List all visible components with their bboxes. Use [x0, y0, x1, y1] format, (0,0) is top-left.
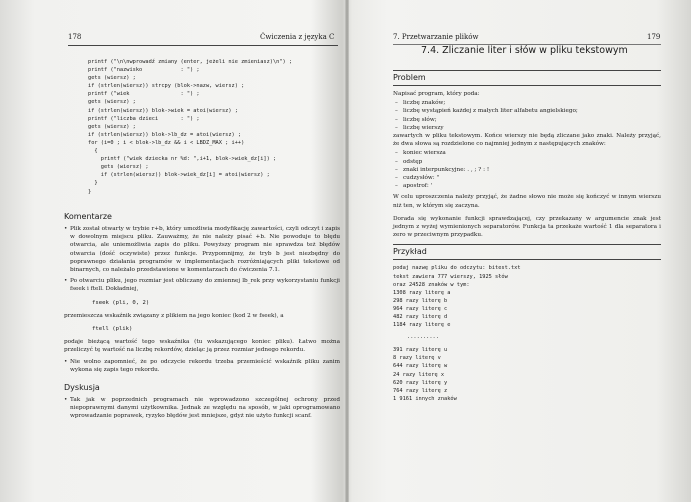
output-line: 764 razy literę z	[393, 387, 448, 394]
text-ftell: podaje bieżącą wartość tego wskaźnika (tu wskazującego koniec pliku). Łatwo można przeliczyć tę wartość na liczbę rekordów, dzieląc ją przez rozmiar jednego rekordu.	[64, 338, 340, 354]
right-running-header: 7. Przetwarzanie plików	[393, 33, 479, 41]
separator-item: – znaki interpunkcyjne: . , ; ? : !	[393, 166, 661, 174]
output-line: tekst zawiera 777 wierszy, 1925 słów	[393, 273, 508, 280]
left-text-column	[64, 212, 340, 423]
problem-rule-bottom	[393, 85, 661, 86]
comments-list	[64, 225, 340, 294]
output-ellipsis: ..........	[407, 334, 439, 341]
code-line: printf ("nazwisko : ") ;	[88, 67, 200, 74]
code-line: for (i=0 ; i < blok->lb_dz && i < LBDZ_MAX ; i++)	[88, 139, 245, 146]
right-page-number: 179	[647, 33, 661, 41]
comment-bullet: • Po otwarciu pliku, jego rozmiar jest obliczany do zmiennej lb_rek przy wykorzystaniu funkcji fseek i ftell. Dokładniej,	[64, 277, 340, 293]
output-line: 24 razy literę x	[393, 371, 445, 378]
left-page-number: 178	[68, 33, 82, 41]
left-code-block	[88, 58, 346, 196]
code-line: gets (wiersz) ;	[88, 123, 136, 130]
problem-heading: Problem	[393, 73, 426, 82]
problem-items-list	[393, 99, 661, 132]
simplification-text: W celu uproszczenia należy przyjąć, że żadne słowo nie może się kończyć w innym wierszu niż ten, w którym się zaczyna.	[393, 194, 661, 209]
output-line: 620 razy literę y	[393, 379, 448, 386]
rewind-list	[64, 358, 340, 374]
separator-item: – cudzysłów: "	[393, 174, 661, 182]
example-rule-bottom	[393, 259, 661, 260]
example-output	[393, 264, 661, 403]
output-line: 1 9161 innych znaków	[393, 395, 457, 402]
code-line: printf ("wiek dziecka nr %d: ",i+1, blok->wiek_dz[i]) ;	[88, 156, 277, 163]
discussion-list	[64, 396, 340, 421]
left-header-rule	[68, 45, 338, 46]
output-line: podaj nazwę pliku do odczytu: bitest.txt	[393, 265, 521, 272]
code-line: }	[88, 180, 98, 187]
problem-item: – liczbę znaków;	[393, 99, 661, 107]
code-line: printf ("liczba dzieci : ") ;	[88, 115, 200, 122]
output-line: 1308 razy literę a	[393, 289, 451, 296]
code-line: if (strlen(wiersz)) blok->lb_dz = atoi(wiersz) ;	[88, 131, 242, 138]
right-page	[347, 0, 691, 502]
comments-heading: Komentarze	[64, 212, 112, 221]
code-line: printf ("\n\nwprowadź zmiany (enter, jeżeli nie zmieniasz)\n") ;	[88, 59, 293, 65]
code-line: if (strlen(wiersz)) strcpy (blok->nazw, wiersz) ;	[88, 83, 245, 90]
output-line: 1184 razy literę e	[393, 322, 451, 329]
separator-item: – odstęp	[393, 158, 661, 166]
code-line: if (strlen(wiersz)) blok->wiek_dz[i] = atoi(wiersz) ;	[88, 172, 270, 179]
output-line: 391 razy literę u	[393, 347, 448, 354]
code-line: if (strlen(wiersz)) blok->wiek = atoi(wiersz) ;	[88, 107, 238, 114]
rewind-bullet: • Nie wolno zapomnieć, że po odczycie rekordu trzeba przemieścić wskaźnik pliku zanim wykona się zapis tego rekordu.	[64, 358, 340, 374]
text-fseek: przemieszcza wskaźnik związany z plikiem na jego koniec (kod 2 w fseek), a	[64, 312, 284, 319]
code-ftell: ftell (plik)	[92, 325, 133, 332]
output-line: 964 razy literę c	[393, 305, 448, 312]
code-line: }	[88, 188, 92, 195]
problem-item: – liczbę wystąpień każdej z małych liter alfabetu angielskiego;	[393, 107, 661, 115]
code-line: gets (wiersz) ;	[88, 164, 149, 171]
code-line: {	[88, 148, 98, 155]
example-heading: Przykład	[393, 247, 427, 257]
separator-list	[393, 149, 661, 190]
separator-item: – apostrof: '	[393, 182, 661, 190]
example-rule-top	[393, 244, 661, 245]
optional-text: Dorada się wykonanie funkcji sprawdzającej, czy przekazany w argumencie znak jest jednym z wyżej wymienionych separatorów. Funkcja ta przekaże wartość 1 dla separatora i zero w przeciwnym przypadku.	[393, 215, 661, 239]
output-line: 482 razy literę d	[393, 314, 448, 321]
output-line: 644 razy literę w	[393, 363, 448, 370]
problem-text: zawartych w pliku tekstowym. Końce wierszy nie będą zliczane jako znaki. Należy przyjąć, że dwa słowa są rozdzielone co najmniej jednym z następujących znaków:	[393, 133, 661, 148]
problem-intro: Napisać program, który poda:	[393, 91, 480, 97]
code-line: gets (wiersz) ;	[88, 99, 136, 106]
separator-item: – koniec wiersza	[393, 149, 661, 157]
problem-item: – liczbę wierszy	[393, 124, 661, 132]
code-fseek: fseek (pli, 0, 2)	[92, 299, 150, 306]
code-line: printf ("wiek : ") ;	[88, 91, 200, 98]
problem-item: – liczbę słów;	[393, 116, 661, 124]
output-line: 298 razy literę b	[393, 297, 448, 304]
problem-rule-top	[393, 70, 661, 71]
section-title: 7.4. Zliczanie liter i słów w pliku tekstowym	[421, 45, 628, 56]
discussion-bullet: • Tak jak w poprzednich programach nie wprowadzono szczególnej ochrony przed niepoprawnymi danymi użytkownika. Jednak ze względu na sposób, w jaki oprogramowano wprowadzanie poprawek, ryzyko błędów jest mniejsze, gdyż nie użyto funkcji scanf.	[64, 396, 340, 421]
code-line: gets (wiersz) ;	[88, 75, 136, 82]
left-running-header: Ćwiczenia z języka C	[260, 33, 335, 41]
discussion-heading: Dyskusja	[64, 382, 100, 392]
comment-bullet: • Plik został otwarty w trybie r+b, który umożliwia modyfikację zawartości, czyli odczyt i zapis w dowolnym miejscu pliku. Zauważmy, że nie należy pisać +b. Nie powoduje to błędu otwarcia, ale uniemożliwia zapis do pliku. Powyższy program nie sprawdza też błędów otwarcia (dość oczywiste) przez funkcje. Przypomnijmy, że tryb b jest niezbędny do poprawnego działania programów w implementacjach rozróżniających pliki tekstowe od binarnych, co należało przedstawione w komentarzach do ćwiczenia 7.1.	[64, 225, 340, 274]
output-line: oraz 24528 znaków w tym:	[393, 281, 470, 288]
right-text-column	[393, 73, 661, 403]
output-line: 8 razy literę v	[393, 355, 441, 362]
